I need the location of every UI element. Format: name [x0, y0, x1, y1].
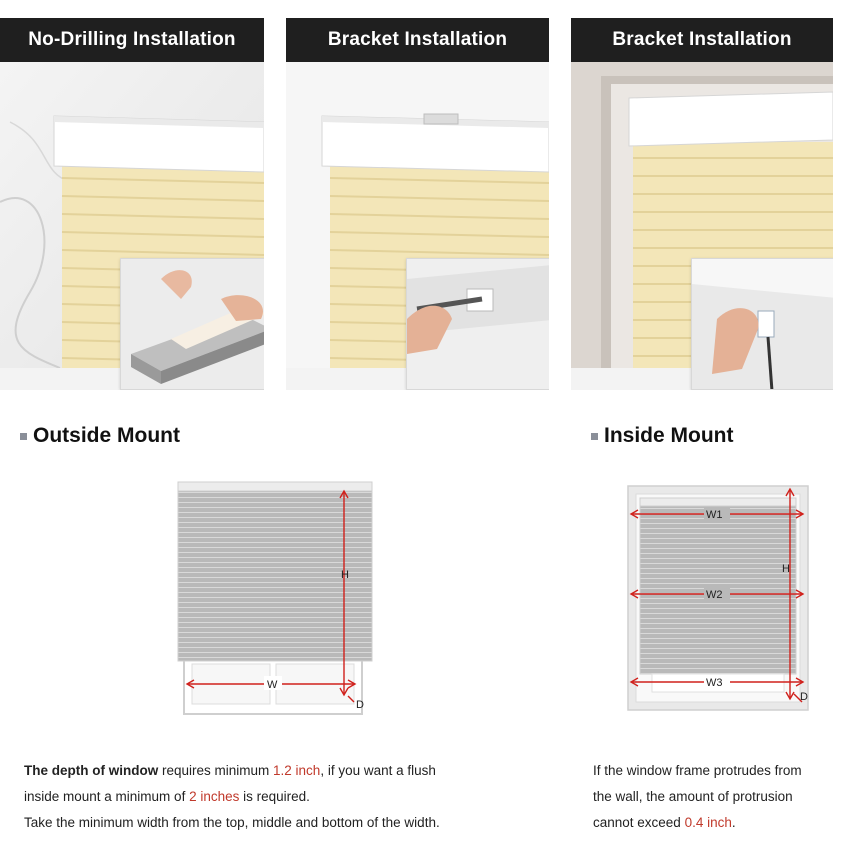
panel-title: No-Drilling Installation — [0, 18, 264, 62]
panel-bracket-2 — [571, 18, 833, 390]
note-depth-bold: The depth of window — [24, 763, 159, 778]
inside-mount-title — [591, 424, 734, 448]
note-text: , if you want a flush — [320, 763, 436, 778]
note-line-3: Take the minimum width from the top, middle and bottom of the width. — [24, 815, 440, 830]
outside-mount-title — [20, 424, 180, 448]
inside-mount-label: Inside Mount — [604, 424, 734, 447]
screwdriver-detail-inset — [406, 258, 549, 390]
note-line-1: If the window frame protrudes from — [593, 763, 802, 778]
inside-mount-note — [593, 758, 843, 836]
panel-bracket-1 — [286, 18, 549, 390]
outside-mount-note — [24, 758, 564, 836]
inside-mount-diagram — [624, 484, 814, 714]
inside-bracket-detail-inset — [691, 258, 833, 390]
bullet-icon — [20, 433, 27, 440]
panel-no-drilling — [0, 18, 264, 390]
outside-h-label: H — [341, 569, 349, 581]
adhesive-detail-inset — [120, 258, 264, 390]
note-text: inside mount a minimum of — [24, 789, 190, 804]
note-value-2-inches: 2 inches — [189, 789, 240, 804]
note-line-2 — [24, 784, 564, 810]
note-line-1 — [24, 758, 564, 784]
note-text: cannot exceed — [593, 815, 685, 830]
note-line-2: the wall, the amount of protrusion — [593, 789, 793, 804]
inside-h-label: H — [782, 563, 790, 575]
w3-label: W3 — [706, 677, 723, 689]
note-value-0-4-inch: 0.4 inch — [684, 815, 732, 830]
outside-mount-label: Outside Mount — [33, 424, 180, 447]
inside-d-label: D — [800, 691, 808, 703]
note-text: is required. — [239, 789, 310, 804]
w2-label: W2 — [706, 589, 723, 601]
outside-mount-diagram — [176, 478, 376, 718]
panel-title: Bracket Installation — [571, 18, 833, 62]
bullet-icon — [591, 433, 598, 440]
note-text: . — [731, 815, 736, 830]
outside-d-label: D — [356, 699, 364, 711]
w1-label: W1 — [706, 509, 723, 521]
note-line-3 — [593, 810, 843, 836]
outside-w-label: W — [267, 679, 278, 691]
panel-title: Bracket Installation — [286, 18, 549, 62]
note-value-1-2-inch: 1.2 inch — [273, 763, 321, 778]
note-text: requires minimum — [158, 763, 274, 778]
